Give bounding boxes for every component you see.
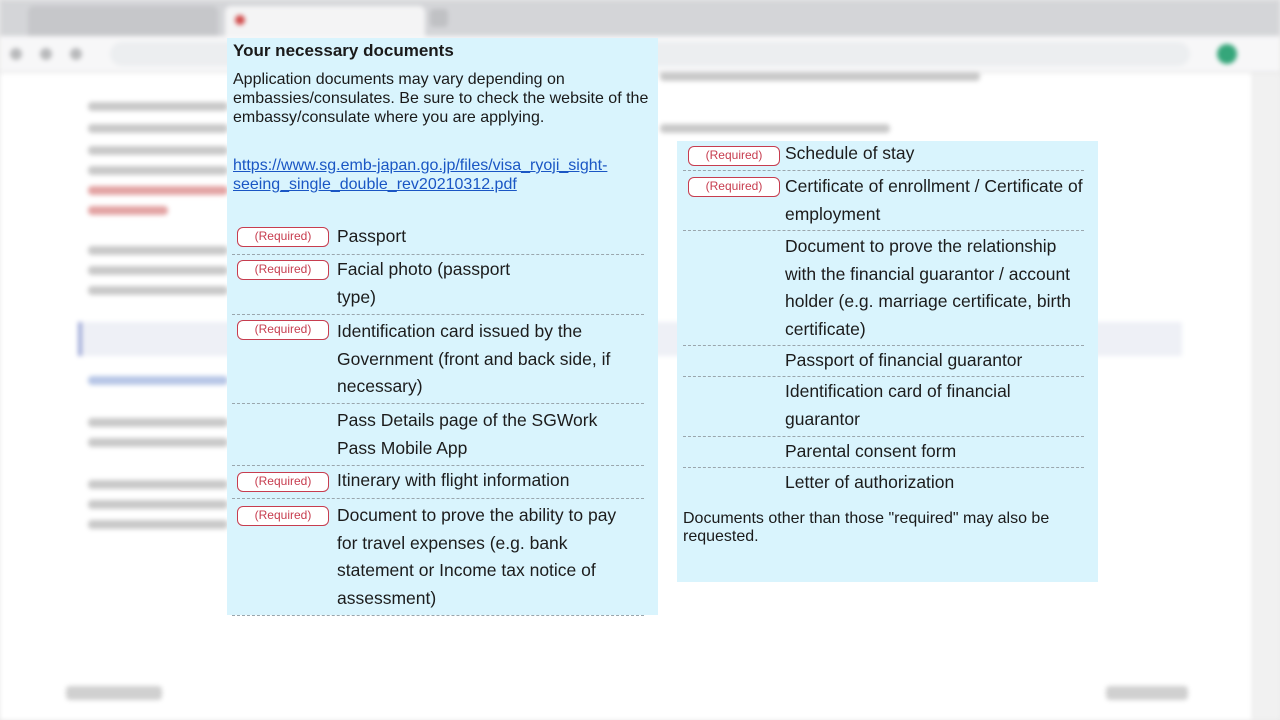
required-badge: (Required): [688, 146, 780, 166]
blurred-text: [88, 124, 228, 133]
required-documents-list: [232, 222, 644, 616]
list-item: [683, 346, 1084, 377]
reload-icon[interactable]: [70, 48, 82, 60]
blurred-text: [88, 186, 228, 195]
embassy-pdf-link[interactable]: https://www.sg.emb-japan.go.jp/files/visa_ryoji_sight-seeing_single_double_rev20210312.pdf: [233, 157, 608, 193]
blurred-footer-link: [1106, 686, 1188, 700]
panel-title: Your necessary documents: [233, 41, 454, 60]
list-item: [683, 468, 1084, 499]
document-label: Passport of financial guarantor: [785, 350, 1023, 370]
blurred-text: [88, 520, 228, 529]
list-item: [683, 171, 1084, 231]
document-label: Pass Details page of the SGWork Pass Mobile App: [337, 410, 598, 458]
blurred-text: [88, 438, 228, 447]
blurred-text: [88, 166, 228, 175]
list-item: [232, 255, 644, 315]
blurred-text: [88, 266, 228, 275]
document-label: Document to prove the relationship with the financial guarantor / account holder (e.g. marriage certificate, birth certificate): [785, 236, 1071, 339]
required-badge: (Required): [237, 472, 329, 492]
forward-icon[interactable]: [40, 48, 52, 60]
document-label: Facial photo (passport type): [337, 259, 511, 307]
blurred-text: [88, 206, 168, 215]
document-label: Schedule of stay: [785, 143, 915, 163]
required-badge: (Required): [237, 227, 329, 247]
list-item: [232, 404, 644, 466]
list-item: [683, 437, 1084, 468]
required-badge: (Required): [688, 177, 780, 197]
document-label: Certificate of enrollment / Certificate of employment: [785, 176, 1083, 224]
required-badge: (Required): [237, 506, 329, 526]
panel-intro-text: Application documents may vary depending on embassies/consulates. Be sure to check the website of the embassy/consulate where you are applying.: [233, 71, 649, 126]
blurred-text: [88, 286, 228, 295]
browser-tab-active[interactable]: [225, 6, 425, 36]
scrollbar[interactable]: [1252, 73, 1280, 720]
blurred-text: [88, 246, 228, 255]
blurred-text: [88, 102, 228, 111]
document-label: Passport: [337, 226, 407, 246]
document-label: Itinerary with flight information: [337, 470, 570, 490]
list-item: [232, 222, 644, 255]
blurred-text: [660, 72, 980, 81]
list-item: [232, 466, 644, 499]
documents-panel-right: [677, 141, 1098, 582]
additional-documents-note: Documents other than those "required" may also be requested.: [683, 510, 1050, 545]
back-icon[interactable]: [10, 48, 22, 60]
document-label: Identification card of financial guarantor: [785, 381, 1011, 429]
blurred-text: [88, 376, 228, 385]
list-item: [232, 315, 644, 404]
required-badge: (Required): [237, 260, 329, 280]
browser-tab[interactable]: [28, 6, 218, 36]
favicon-icon: [235, 15, 245, 25]
list-item: [683, 377, 1084, 437]
new-tab-icon[interactable]: [430, 9, 448, 27]
blurred-footer-link: [66, 686, 162, 700]
document-label: Identification card issued by the Government (front and back side, if necessary): [337, 321, 611, 396]
blurred-text: [660, 124, 890, 133]
document-label: Document to prove the ability to pay for travel expenses (e.g. bank statement or Income tax notice of assessment): [337, 505, 617, 608]
documents-panel-left: [227, 38, 658, 615]
document-label: Letter of authorization: [785, 472, 955, 492]
profile-avatar[interactable]: [1217, 44, 1237, 64]
additional-documents-list: [683, 141, 1084, 499]
blurred-text: [88, 418, 228, 427]
list-item: [683, 141, 1084, 171]
list-item: [232, 499, 644, 616]
required-badge: (Required): [237, 320, 329, 340]
document-label: Parental consent form: [785, 441, 957, 461]
list-item: [683, 231, 1084, 346]
blurred-text: [88, 146, 228, 155]
blurred-text: [88, 480, 228, 489]
blurred-text: [88, 500, 228, 509]
